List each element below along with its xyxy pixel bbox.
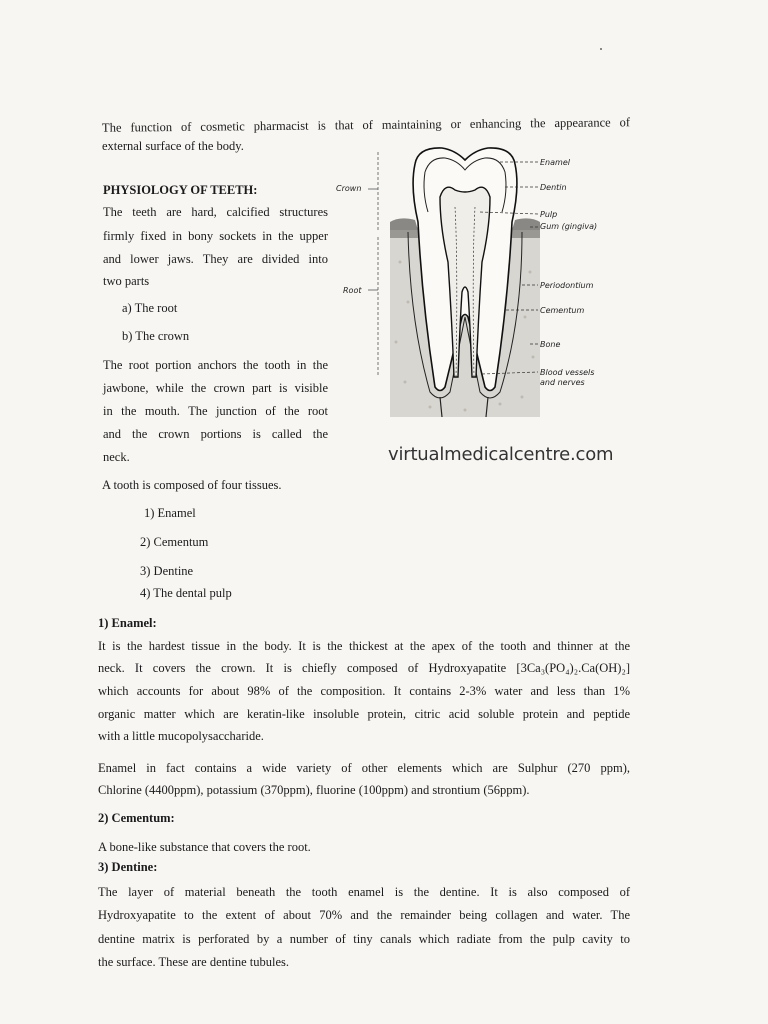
- physiology-line: firmly fixed in bony sockets in the upper: [103, 229, 328, 243]
- enamel-line: It is the hardest tissue in the body. It is the thickest at the apex of the tooth and thinner at the: [98, 639, 630, 653]
- watermark: virtualmedicalcentre.com: [388, 444, 614, 465]
- label-bone: Bone: [540, 340, 561, 349]
- root-para-line: neck.: [103, 450, 130, 464]
- part-crown: b) The crown: [122, 329, 190, 343]
- tooth-illustration: [330, 142, 630, 472]
- label-gum: Gum (gingiva): [540, 222, 598, 231]
- intro-line-1: The function of cosmetic pharmacist is that of maintaining or enhancing the appearance of: [101, 115, 631, 135]
- dentine-heading: 3) Dentine:: [98, 860, 158, 874]
- label-dentin: Dentin: [540, 183, 567, 192]
- label-root: Root: [343, 286, 362, 295]
- tissues-intro: A tooth is composed of four tissues.: [102, 478, 282, 492]
- dentine-line: The layer of material beneath the tooth enamel is the dentine. It is also composed of: [98, 885, 630, 899]
- dentine-line: Hydroxyapatite to the extent of about 70% and the remainder being collagen and water. The: [98, 908, 630, 922]
- physiology-line: The teeth are hard, calcified structures: [103, 205, 328, 219]
- root-para-line: in the mouth. The junction of the root: [103, 404, 328, 418]
- tissue-item: 2) Cementum: [140, 535, 209, 549]
- scan-speck: [600, 48, 602, 50]
- physiology-heading: PHYSIOLOGY OF TEETH:: [103, 183, 258, 197]
- cementum-heading: 2) Cementum:: [98, 811, 175, 825]
- tooth-diagram: [330, 142, 630, 472]
- dentine-line: the surface. These are dentine tubules.: [98, 955, 290, 969]
- label-crown: Crown: [336, 184, 362, 193]
- enamel-heading: 1) Enamel:: [98, 616, 157, 630]
- label-pulp: Pulp: [540, 210, 558, 219]
- tissue-item: 1) Enamel: [144, 506, 196, 520]
- enamel-line: organic matter which are keratin-like insoluble protein, citric acid soluble protein and peptide: [98, 707, 630, 721]
- label-cementum: Cementum: [540, 306, 585, 315]
- label-nerves: and nerves: [540, 378, 585, 387]
- enamel-line: with a little mucopolysaccharide.: [98, 729, 264, 743]
- physiology-line: two parts: [103, 274, 150, 288]
- root-para-line: and the crown portions is called the: [103, 427, 328, 441]
- root-para-line: The root portion anchors the tooth in the: [103, 358, 328, 372]
- intro-line-2: external surface of the body.: [102, 139, 244, 153]
- enamel-para2-line: Chlorine (4400ppm), potassium (370ppm), fluorine (100ppm) and strontium (56ppm).: [98, 783, 530, 797]
- tissue-item: 4) The dental pulp: [140, 586, 232, 600]
- label-periodontium: Periodontium: [540, 281, 594, 290]
- dentine-line: dentine matrix is perforated by a number of tiny canals which radiate from the pulp cavity to: [98, 932, 630, 946]
- label-blood-vessels: Blood vessels: [540, 368, 595, 377]
- enamel-line: neck. It covers the crown. It is chiefly composed of Hydroxyapatite [3Ca₃(PO₄)₂.Ca(OH)₂]: [98, 661, 630, 675]
- enamel-line: which accounts for about 98% of the composition. It contains 2-3% water and less than 1%: [98, 684, 630, 698]
- enamel-para2-line: Enamel in fact contains a wide variety of other elements which are Sulphur (270 ppm),: [98, 761, 630, 775]
- part-root: a) The root: [122, 301, 178, 315]
- label-enamel: Enamel: [540, 158, 570, 167]
- root-para-line: jawbone, while the crown part is visible: [103, 381, 328, 395]
- physiology-line: and lower jaws. They are divided into: [103, 252, 328, 266]
- cementum-text: A bone-like substance that covers the root.: [98, 840, 311, 854]
- tissue-item: 3) Dentine: [140, 564, 194, 578]
